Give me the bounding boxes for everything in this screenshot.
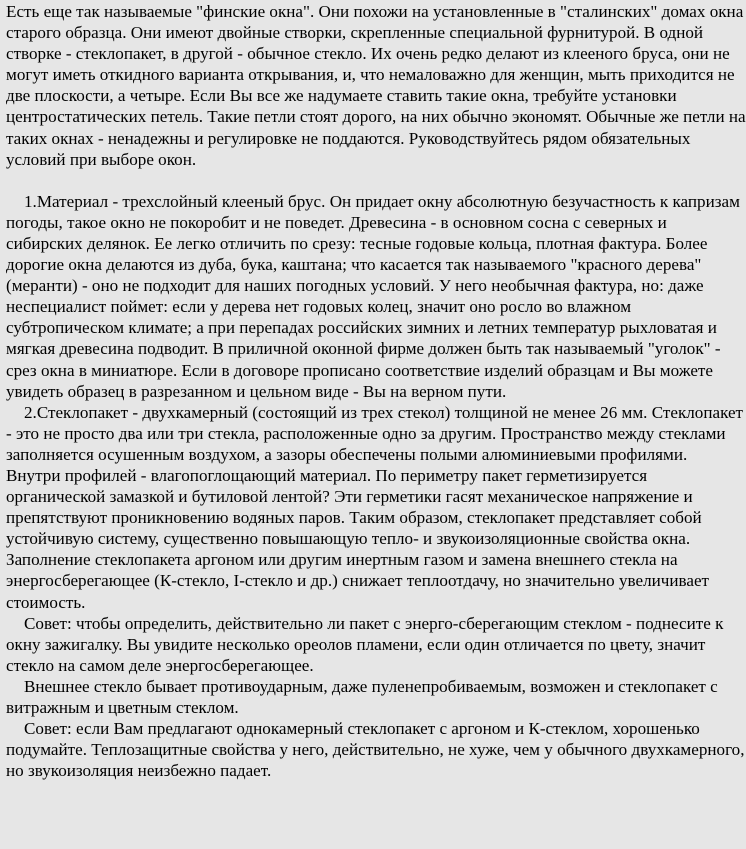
tip-single-chamber-paragraph: Совет: если Вам предлагают однокамерный стеклопакет с аргоном и К-стеклом, хорошенько подумайте. Теплозащитные свойства у него, действительно, не хуже, чем у обычного двухкамерного, но звукоизоляция неизбежно падает.: [6, 719, 745, 781]
article-body: [0, 1, 746, 781]
point-glass-unit-paragraph: 2.Стеклопакет - двухкамерный (состоящий из трех стекол) толщиной не менее 26 мм. Стеклопакет - это не просто два или три стекла, расположенные одно за другим. Пространство между стеклами заполняется осушенным воздухом, а зазоры обеспечены полыми алюминиевыми профилями. Внутри профилей - влагопоглощающий материал. По периметру пакет герметизируется органической замазкой и бутиловой лентой? Эти герметики гасят механическое напряжение и препятствуют проникновению водяных паров. Таким образом, стеклопакет представляет собой устойчивую систему, существенно повышающую тепло- и звукоизоляционные свойства окна. Заполнение стеклопакета аргоном или другим инертным газом и замена внешнего стекла на энергосберегающее (К-стекло, I-стекло и др.) снижает теплоотдачу, но значительно увеличивает стоимость.: [6, 402, 744, 612]
outer-glass-paragraph: Внешнее стекло бывает противоударным, даже пуленепробиваемым, возможен и стеклопакет с витражным и цветным стеклом.: [6, 676, 718, 717]
tip-lighter-paragraph: Совет: чтобы определить, действительно ли пакет с энерго-сберегающим стеклом - поднесите к окну зажигалку. Вы увидите несколько ореолов пламени, если один отличается по цвету, значит стекло на самом деле энергосберегающее.: [6, 613, 724, 675]
paragraph-spacer: [6, 170, 746, 191]
point-material-paragraph: 1.Материал - трехслойный клееный брус. Он придает окну абсолютную безучастность к капризам погоды, такое окно не покоробит и не поведет. Древесина - в основном сосна с северных и сибирских делянок. Ее легко отличить по срезу: тесные годовые кольца, плотная фактура. Более дорогие окна делаются из дуба, бука, каштана; что касается так называемого "красного дерева" (меранти) - оно не подходит для наших погодных условий. У него необычная фактура, но: даже неспециалист поймет: если у дерева нет годовых колец, значит оно росло во влажном субтропическом климате; а при перепадах российских зимних и летних температур рыхловатая и мягкая древесина подводит. В приличной оконной фирме должен быть так называемый "уголок" - срез окна в миниатюре. Если в договоре прописано соответствие изделий образцам и Вы можете увидеть образец в разрезанном и цельном виде - Вы на верном пути.: [6, 191, 740, 401]
intro-paragraph: Есть еще так называемые "финские окна". Они похожи на установленные в "сталинских" домах окна старого образца. Они имеют двойные створки, скрепленные специальной фурнитурой. В одной створке - стеклопакет, в другой - обычное стекло. Их очень редко делают из клееного бруса, они не могут иметь откидного варианта открывания, и, что немаловажно для женщин, мыть приходится не две плоскости, а четыре. Если Вы все же надумаете ставить такие окна, требуйте установки центростатических петель. Такие петли стоят дорого, на них обычно экономят. Обычные же петли на таких окнах - ненадежны и регулировке не поддаются. Руководствуйтесь рядом обязательных условий при выборе окон.: [6, 2, 746, 169]
